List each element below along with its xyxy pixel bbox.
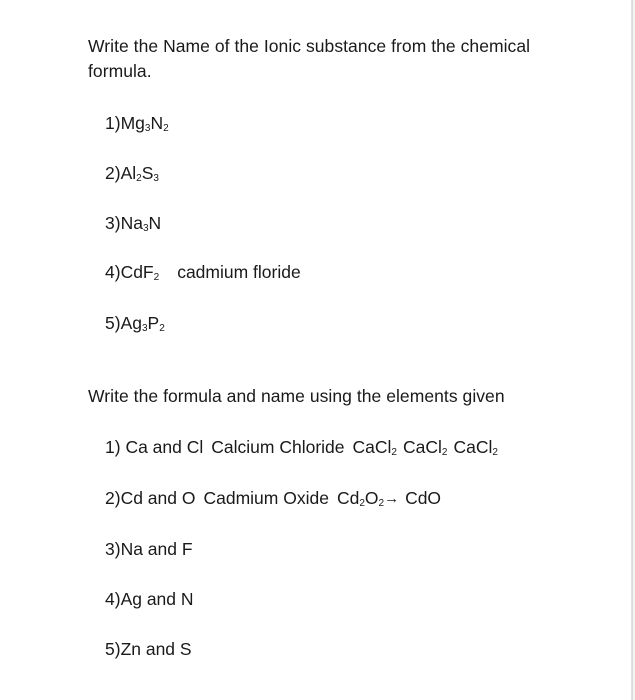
written-name: Cadmium Oxide [203,488,329,508]
chemical-formula: $Na_3N$ [120,213,162,234]
written-formula: CaCl$_2$ [453,437,498,458]
item-number: 3) [105,539,121,559]
chemical-formula: $Al_2S_3$ [120,163,159,184]
item-number: 2) [105,488,121,508]
item-number: 4) [105,262,121,282]
section2-item-2 [105,486,441,511]
item-number: 5) [105,313,121,333]
element-pair: Na and F [120,539,193,559]
result-formula: CdO [405,488,442,508]
section1-instruction: Write the Name of the Ionic substance from the chemical formula. [88,36,531,81]
section1-item-1 [105,111,169,135]
item-number: 5) [105,639,121,659]
written-formula: CaCl$_2$ [352,437,397,458]
item-number: 2) [105,163,121,183]
section2-instruction: Write the formula and name using the elements given [88,386,505,406]
written-answer: cadmium floride [177,262,301,282]
item-number: 1) [105,437,121,457]
written-formula: $Cd_2O_2$ [336,488,385,509]
section2-item-3 [105,537,193,561]
written-name: Calcium Chloride [211,437,345,457]
item-number: 1) [105,113,121,133]
element-pair: Cd and O [120,488,196,508]
section2-item-1 [105,435,498,459]
written-formula: CaCl$_2$ [402,437,448,458]
element-pair: Ag and N [120,589,194,609]
element-pair: Zn and S [120,639,192,659]
item-number: 4) [105,589,121,609]
section2-item-5 [105,637,192,661]
section1-item-2 [105,161,159,185]
section2-item-4 [105,587,194,611]
section1-item-3 [105,211,161,235]
chemical-formula: $Mg_3N_2$ [120,113,169,134]
item-number: 3) [105,213,121,233]
arrow-icon: → [384,490,400,507]
chemical-formula: CdF$_2$ [120,262,160,283]
section1-item-5 [105,311,165,335]
element-pair: Ca and Cl [125,437,204,457]
chemical-formula: $Ag_3P_2$ [120,313,165,334]
section1-item-4 [105,260,301,284]
